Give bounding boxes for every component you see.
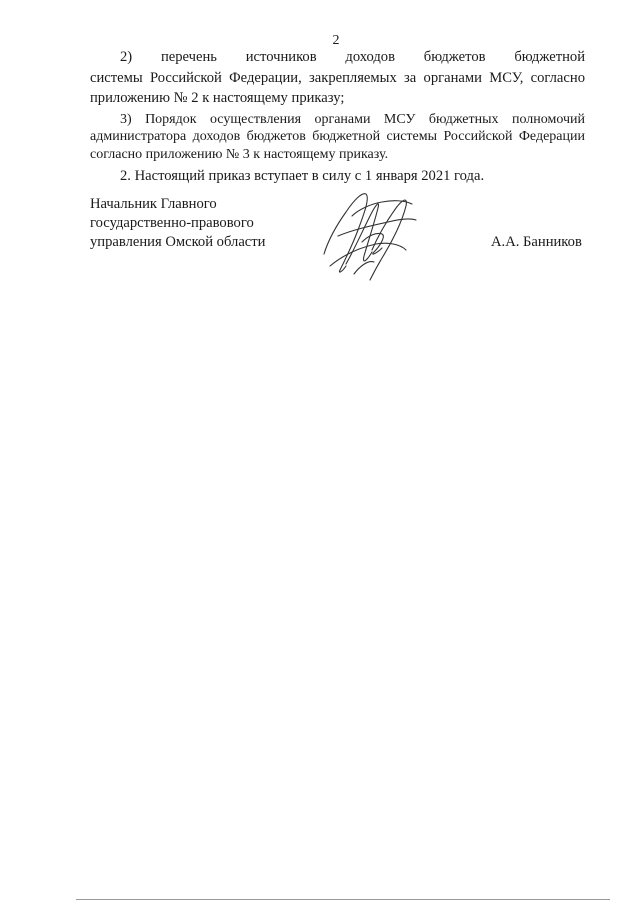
document-body xyxy=(90,47,585,187)
handwritten-signature xyxy=(318,186,422,284)
paragraph-effective-date: 2. Настоящий приказ вступает в силу с 1 января 2021 года. xyxy=(120,168,485,184)
signatory-title-line: управления Омской области xyxy=(90,234,266,250)
signatory-title-line: государственно-правового xyxy=(90,215,254,231)
page-number: 2 xyxy=(332,33,340,48)
paragraph-list-item-3: 3) Порядок осуществления органами МСУ бюджетных полномочий администратора доходов бюджетов бюджетной системы Российской Федерации согласно приложению № 3 к настоящему приказу. xyxy=(90,111,585,162)
signatory-title-line: Начальник Главного xyxy=(90,196,217,212)
signatory-title xyxy=(90,195,265,252)
page-bottom-edge xyxy=(76,899,610,900)
paragraph-line: 2) перечень источников доходов бюджетов бюджетной xyxy=(120,49,585,65)
paragraph-list-item-2 xyxy=(90,47,585,109)
paragraph-text: системы Российской Федерации, закрепляемых за органами МСУ, согласно приложению № 2 к настоящему приказу; xyxy=(90,69,585,106)
signatory-name: А.А. Банников xyxy=(491,234,582,250)
